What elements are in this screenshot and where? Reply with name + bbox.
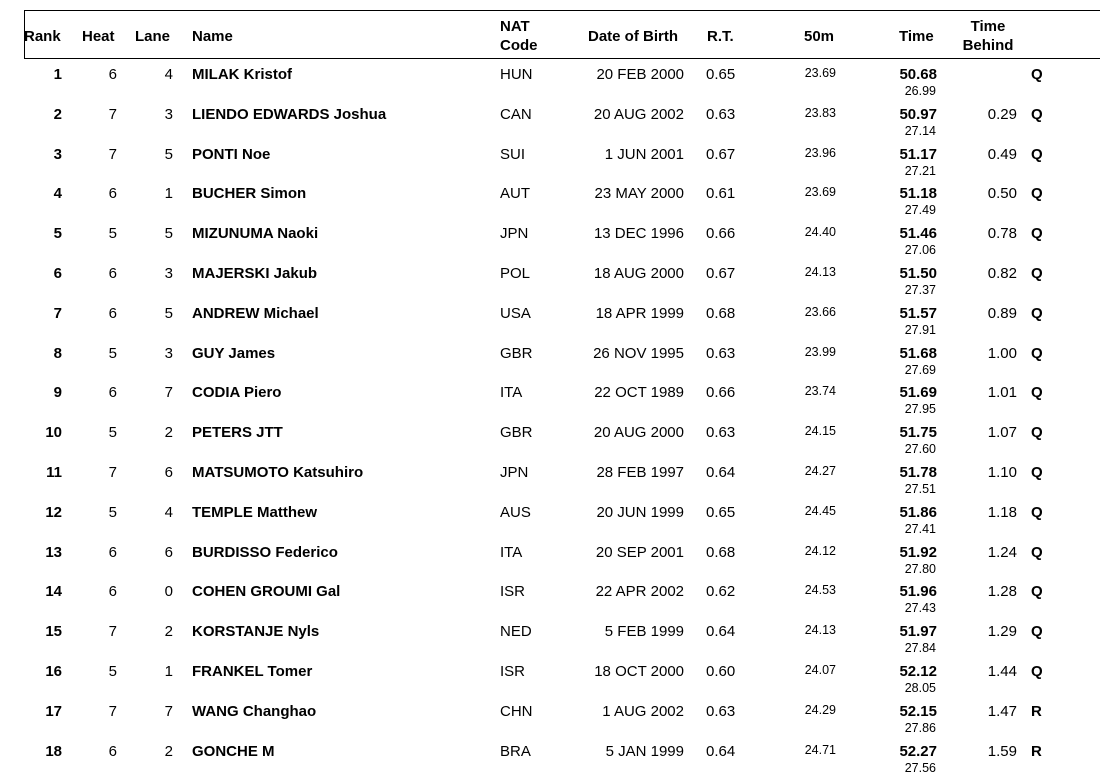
- nat-code: USA: [500, 304, 531, 322]
- reaction-time: 0.67: [706, 145, 736, 163]
- time-behind: 1.59: [987, 742, 1017, 760]
- lane-cell: 4: [164, 503, 173, 521]
- lane-cell: 4: [164, 66, 173, 83]
- nat-code: ISR: [500, 663, 526, 680]
- swimmer-name: BUCHER Simon: [192, 185, 307, 203]
- qualification-mark: Q: [1031, 185, 1043, 203]
- swimmer-name: LIENDO EDWARDS Joshua: [192, 105, 387, 123]
- final-time: 51.68: [899, 344, 937, 362]
- date-of-birth: 22 APR 2002: [595, 583, 684, 601]
- split-50m: 23.74: [804, 384, 836, 399]
- rank-cell: 10: [45, 424, 62, 442]
- rank-cell: 14: [45, 583, 62, 601]
- split-second-50: 27.95: [904, 402, 936, 417]
- lane-cell: 7: [164, 702, 173, 720]
- rank-cell: 11: [46, 464, 62, 481]
- qualification-mark: Q: [1031, 145, 1043, 163]
- heat-cell: 6: [108, 66, 117, 83]
- table-row: [0, 540, 1100, 580]
- nat-code: AUS: [500, 503, 531, 521]
- header-split: 50m: [804, 28, 835, 45]
- reaction-time: 0.68: [706, 304, 736, 322]
- table-row: [0, 500, 1100, 540]
- nat-code: ITA: [500, 543, 523, 561]
- date-of-birth: 20 FEB 2000: [596, 66, 684, 83]
- rank-cell: 1: [53, 66, 62, 83]
- date-of-birth: 28 FEB 1997: [596, 464, 684, 481]
- date-of-birth: 1 AUG 2002: [602, 702, 684, 720]
- rank-cell: 16: [45, 663, 62, 680]
- rank-cell: 9: [53, 384, 62, 402]
- time-behind: 0.50: [987, 185, 1017, 203]
- date-of-birth: 20 JUN 1999: [596, 503, 684, 521]
- rank-cell: 2: [53, 105, 62, 123]
- heat-cell: 5: [108, 344, 117, 362]
- swimmer-name: COHEN GROUMI Gal: [192, 583, 341, 601]
- table-row: [0, 301, 1100, 341]
- header-nat-line1: NAT: [500, 18, 530, 35]
- split-second-50: 26.99: [904, 84, 936, 98]
- heat-cell: 7: [108, 105, 117, 123]
- time-behind: 1.47: [987, 702, 1017, 720]
- table-row: [0, 739, 1100, 779]
- time-behind: 0.78: [987, 225, 1017, 243]
- table-row: [0, 62, 1100, 102]
- heat-cell: 6: [108, 304, 117, 322]
- heat-cell: 7: [108, 464, 117, 481]
- header-rank: Rank: [24, 28, 61, 45]
- swimmer-name: TEMPLE Matthew: [192, 503, 318, 521]
- header-rt: R.T.: [707, 28, 734, 45]
- lane-cell: 1: [164, 185, 173, 203]
- heat-cell: 6: [108, 742, 117, 760]
- lane-cell: 2: [164, 742, 173, 760]
- date-of-birth: 22 OCT 1989: [594, 384, 684, 402]
- time-behind: 1.28: [987, 583, 1017, 601]
- date-of-birth: 18 AUG 2000: [593, 265, 684, 282]
- table-row: [0, 659, 1100, 699]
- header-nat-line2: Code: [500, 37, 538, 54]
- heat-cell: 7: [108, 145, 117, 163]
- rank-cell: 7: [53, 304, 62, 322]
- header-behind-line1: Time: [970, 18, 1006, 35]
- nat-code: HUN: [500, 66, 533, 83]
- reaction-time: 0.64: [706, 464, 736, 481]
- split-second-50: 27.51: [904, 482, 936, 496]
- split-50m: 24.71: [804, 742, 836, 757]
- header-dob: Date of Birth: [588, 28, 678, 45]
- nat-code: JPN: [500, 225, 529, 243]
- split-50m: 24.15: [804, 424, 836, 439]
- split-second-50: 27.41: [904, 521, 936, 536]
- table-row: [0, 261, 1100, 301]
- qualification-mark: Q: [1031, 583, 1043, 601]
- final-time: 51.96: [899, 583, 937, 601]
- split-second-50: 27.21: [904, 163, 936, 178]
- rank-cell: 15: [45, 623, 62, 641]
- date-of-birth: 13 DEC 1996: [593, 225, 684, 243]
- heat-cell: 7: [108, 623, 117, 641]
- final-time: 51.57: [899, 304, 937, 322]
- final-time: 51.75: [899, 424, 937, 442]
- split-second-50: 27.69: [904, 362, 936, 377]
- reaction-time: 0.68: [706, 543, 736, 561]
- nat-code: SUI: [500, 145, 526, 163]
- time-behind: 0.89: [987, 304, 1017, 322]
- heat-cell: 6: [108, 583, 117, 601]
- reaction-time: 0.63: [706, 702, 736, 720]
- header-heat: Heat: [82, 28, 115, 45]
- swimmer-name: KORSTANJE Nyls: [192, 623, 320, 641]
- final-time: 51.46: [899, 225, 937, 243]
- lane-cell: 7: [164, 384, 173, 402]
- final-time: 50.68: [899, 66, 937, 83]
- split-second-50: 27.60: [904, 442, 936, 457]
- split-50m: 24.29: [804, 702, 836, 717]
- nat-code: ITA: [500, 384, 523, 402]
- lane-cell: 2: [164, 623, 173, 641]
- split-second-50: 27.06: [904, 243, 936, 258]
- nat-code: POL: [500, 265, 531, 282]
- lane-cell: 5: [164, 225, 173, 243]
- split-50m: 23.69: [804, 185, 836, 200]
- qualification-mark: Q: [1031, 384, 1043, 402]
- split-50m: 23.69: [804, 66, 836, 80]
- date-of-birth: 26 NOV 1995: [593, 344, 684, 362]
- table-row: [0, 341, 1100, 381]
- reaction-time: 0.63: [706, 424, 736, 442]
- date-of-birth: 20 AUG 2000: [593, 424, 684, 442]
- qualification-mark: Q: [1031, 543, 1043, 561]
- split-50m: 24.27: [804, 464, 836, 478]
- rank-cell: 17: [45, 702, 62, 720]
- reaction-time: 0.66: [706, 384, 736, 402]
- time-behind: 0.29: [987, 105, 1017, 123]
- split-50m: 24.13: [804, 265, 836, 279]
- reaction-time: 0.63: [706, 344, 736, 362]
- table-row: [0, 380, 1100, 420]
- reaction-time: 0.65: [706, 503, 736, 521]
- time-behind: 1.24: [987, 543, 1017, 561]
- header-name: Name: [192, 28, 233, 45]
- date-of-birth: 18 APR 1999: [595, 304, 684, 322]
- nat-code: NED: [500, 623, 532, 641]
- swimmer-name: GONCHE M: [192, 742, 275, 760]
- heat-cell: 7: [108, 702, 117, 720]
- swimmer-name: PONTI Noe: [192, 145, 271, 163]
- split-second-50: 27.91: [904, 322, 936, 337]
- swimmer-name: FRANKEL Tomer: [192, 663, 313, 680]
- date-of-birth: 20 SEP 2001: [595, 543, 684, 561]
- split-second-50: 28.05: [904, 681, 936, 695]
- date-of-birth: 20 AUG 2002: [593, 105, 684, 123]
- header-time: Time: [899, 28, 934, 45]
- table-row: [0, 420, 1100, 460]
- nat-code: BRA: [500, 742, 531, 760]
- qualification-mark: Q: [1031, 105, 1043, 123]
- rank-cell: 18: [45, 742, 62, 760]
- split-second-50: 27.84: [904, 641, 936, 656]
- lane-cell: 6: [164, 543, 173, 561]
- lane-cell: 3: [164, 344, 173, 362]
- qualification-mark: Q: [1031, 503, 1043, 521]
- split-50m: 23.66: [804, 304, 836, 319]
- date-of-birth: 23 MAY 2000: [594, 185, 684, 203]
- heat-cell: 6: [108, 185, 117, 203]
- lane-cell: 3: [164, 105, 173, 123]
- nat-code: GBR: [500, 344, 533, 362]
- heat-cell: 6: [108, 384, 117, 402]
- qualification-mark: Q: [1031, 623, 1043, 641]
- table-row: [0, 699, 1100, 739]
- final-time: 52.15: [899, 702, 937, 720]
- qualification-mark: Q: [1031, 66, 1043, 83]
- split-50m: 24.53: [804, 583, 836, 598]
- heat-cell: 5: [108, 225, 117, 243]
- time-behind: 0.82: [987, 265, 1017, 282]
- nat-code: CAN: [500, 105, 532, 123]
- nat-code: CHN: [500, 702, 533, 720]
- qualification-mark: R: [1031, 702, 1042, 720]
- table-row: [0, 221, 1100, 261]
- split-50m: 24.13: [804, 623, 836, 638]
- swimmer-name: BURDISSO Federico: [192, 543, 338, 561]
- time-behind: 1.18: [987, 503, 1017, 521]
- qualification-mark: Q: [1031, 304, 1043, 322]
- final-time: 51.92: [899, 543, 937, 561]
- qualification-mark: Q: [1031, 424, 1043, 442]
- reaction-time: 0.64: [706, 742, 736, 760]
- split-second-50: 27.37: [904, 283, 936, 297]
- swimmer-name: CODIA Piero: [192, 384, 282, 402]
- rank-cell: 6: [53, 265, 62, 282]
- swimmer-name: WANG Changhao: [192, 702, 317, 720]
- reaction-time: 0.63: [706, 105, 736, 123]
- qualification-mark: Q: [1031, 225, 1043, 243]
- split-second-50: 27.49: [904, 203, 936, 218]
- swimmer-name: MIZUNUMA Naoki: [192, 225, 319, 243]
- table-row: [0, 181, 1100, 221]
- reaction-time: 0.66: [706, 225, 736, 243]
- qualification-mark: Q: [1031, 265, 1043, 282]
- final-time: 51.97: [899, 623, 937, 641]
- heat-cell: 5: [108, 424, 117, 442]
- rank-cell: 4: [53, 185, 62, 203]
- nat-code: JPN: [500, 464, 529, 481]
- date-of-birth: 5 FEB 1999: [604, 623, 684, 641]
- lane-cell: 2: [164, 424, 173, 442]
- swimmer-name: MATSUMOTO Katsuhiro: [192, 464, 364, 481]
- split-second-50: 27.56: [904, 760, 936, 775]
- split-second-50: 27.43: [904, 601, 936, 616]
- split-50m: 24.40: [804, 225, 836, 240]
- time-behind: 1.01: [987, 384, 1017, 402]
- heat-cell: 6: [108, 543, 117, 561]
- rank-cell: 3: [53, 145, 62, 163]
- time-behind: 1.10: [987, 464, 1017, 481]
- qualification-mark: R: [1031, 742, 1042, 760]
- rank-cell: 8: [53, 344, 62, 362]
- split-second-50: 27.86: [904, 720, 936, 735]
- time-behind: 1.00: [987, 344, 1017, 362]
- nat-code: ISR: [500, 583, 526, 601]
- heat-cell: 5: [108, 503, 117, 521]
- lane-cell: 5: [164, 145, 173, 163]
- table-row: [0, 579, 1100, 619]
- final-time: 51.78: [899, 464, 937, 481]
- swimmer-name: MILAK Kristof: [192, 66, 292, 83]
- lane-cell: 6: [164, 464, 173, 481]
- rank-cell: 5: [53, 225, 62, 243]
- reaction-time: 0.64: [706, 623, 736, 641]
- date-of-birth: 18 OCT 2000: [594, 663, 684, 680]
- split-50m: 24.12: [804, 543, 836, 558]
- reaction-time: 0.60: [706, 663, 736, 680]
- table-row: [0, 142, 1100, 182]
- split-second-50: 27.14: [904, 123, 936, 138]
- lane-cell: 1: [164, 663, 173, 680]
- final-time: 51.18: [899, 185, 937, 203]
- final-time: 51.86: [899, 503, 937, 521]
- split-50m: 23.99: [804, 344, 836, 359]
- swimmer-name: MAJERSKI Jakub: [192, 265, 318, 282]
- final-time: 51.17: [899, 145, 937, 163]
- split-50m: 23.83: [804, 105, 836, 120]
- split-50m: 23.96: [804, 145, 836, 160]
- lane-cell: 3: [164, 265, 173, 282]
- lane-cell: 0: [164, 583, 173, 601]
- final-time: 51.69: [899, 384, 937, 402]
- header-lane: Lane: [135, 28, 171, 45]
- split-50m: 24.45: [804, 503, 836, 518]
- reaction-time: 0.61: [706, 185, 736, 203]
- time-behind: 1.07: [987, 424, 1017, 442]
- final-time: 50.97: [899, 105, 937, 123]
- nat-code: GBR: [500, 424, 533, 442]
- reaction-time: 0.62: [706, 583, 736, 601]
- table-row: [0, 102, 1100, 142]
- swimmer-name: PETERS JTT: [192, 424, 283, 442]
- rank-cell: 12: [45, 503, 62, 521]
- qualification-mark: Q: [1031, 663, 1043, 680]
- lane-cell: 5: [164, 304, 173, 322]
- final-time: 51.50: [899, 265, 937, 282]
- date-of-birth: 5 JAN 1999: [605, 742, 684, 760]
- reaction-time: 0.65: [706, 66, 736, 83]
- final-time: 52.27: [899, 742, 937, 760]
- rank-cell: 13: [45, 543, 62, 561]
- split-50m: 24.07: [804, 663, 836, 677]
- time-behind: 0.49: [987, 145, 1017, 163]
- qualification-mark: Q: [1031, 344, 1043, 362]
- final-time: 52.12: [899, 663, 937, 680]
- heat-cell: 5: [108, 663, 117, 680]
- date-of-birth: 1 JUN 2001: [604, 145, 684, 163]
- heat-cell: 6: [108, 265, 117, 282]
- nat-code: AUT: [500, 185, 530, 203]
- table-header: [24, 10, 1100, 59]
- reaction-time: 0.67: [706, 265, 736, 282]
- table-row: [0, 460, 1100, 500]
- time-behind: 1.29: [987, 623, 1017, 641]
- swimmer-name: GUY James: [192, 344, 276, 362]
- qualification-mark: Q: [1031, 464, 1043, 481]
- header-behind-line2: Behind: [962, 37, 1014, 54]
- time-behind: 1.44: [987, 663, 1017, 680]
- split-second-50: 27.80: [904, 561, 936, 576]
- table-row: [0, 619, 1100, 659]
- swimmer-name: ANDREW Michael: [192, 304, 319, 322]
